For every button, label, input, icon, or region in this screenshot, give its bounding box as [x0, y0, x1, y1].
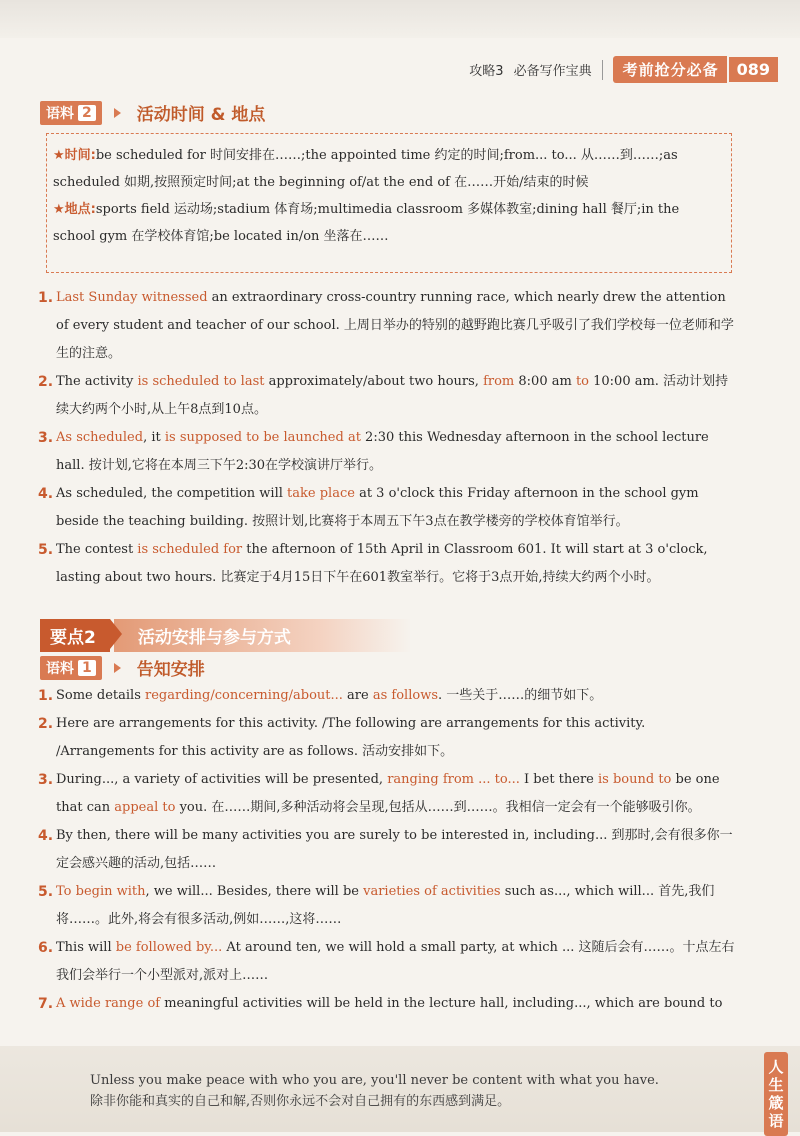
plain-text: be one that can [56, 772, 720, 815]
item-text [56, 934, 738, 990]
section-a-heading [40, 100, 265, 125]
corpus-tag-label: 语料 [46, 660, 74, 677]
key-point-title: 活动安排与参与方式 [114, 619, 411, 652]
plain-text: During..., a variety of activities will be presented, [56, 772, 388, 787]
plain-text: you. 在……期间,多种活动将会呈现,包括从……到……。我相信一定会有一个能够吸引你。 [175, 800, 701, 815]
list-item [38, 766, 738, 822]
corpus-tag-label: 语料 [46, 105, 74, 122]
top-margin [0, 0, 800, 38]
highlight-phrase: As scheduled [56, 430, 144, 445]
section-a-title: 活动时间 & 地点 [136, 105, 266, 125]
item-number: 3. [38, 430, 54, 446]
item-number: 3. [38, 772, 54, 788]
list-item [38, 284, 738, 368]
highlight-phrase: appeal to [114, 800, 176, 815]
list-item [38, 878, 738, 934]
highlight-phrase: regarding/concerning/about... [145, 688, 343, 703]
item-number: 7. [38, 996, 54, 1012]
item-number: 4. [38, 828, 54, 844]
section-a-list [38, 284, 738, 592]
plain-text: The contest [56, 542, 138, 557]
list-item [38, 990, 738, 1018]
corpus-tag-number: 1 [78, 660, 96, 676]
plain-text: 10:00 am. 活动计划持续大约两个小时,从上午8点到10点。 [56, 374, 729, 417]
plain-text: are [342, 688, 373, 703]
plain-text: meaningful activities will be held in the lecture hall, including..., which are bound to [160, 996, 723, 1011]
item-text [56, 368, 738, 424]
page-number: 089 [727, 57, 778, 82]
item-number: 6. [38, 940, 54, 956]
header-badge: 考前抢分必备 [613, 56, 727, 83]
key-point-tag: 要点2 [40, 619, 110, 652]
item-text [56, 710, 738, 766]
highlight-phrase: is scheduled for [137, 542, 243, 557]
highlight-phrase: is scheduled to last [137, 374, 265, 389]
highlight-phrase: To begin with [56, 884, 146, 899]
plain-text: I bet there [519, 772, 599, 787]
item-number: 4. [38, 486, 54, 502]
list-item [38, 934, 738, 990]
place-label: ★地点: [53, 202, 96, 217]
footer [0, 1046, 800, 1132]
plain-text: an extraordinary cross-country running race, which nearly drew the attention of every student and teacher of our school. 上周日举办的特别的越野跑比赛几乎吸引了我们学校每一位老师和学生的注意。 [56, 290, 734, 361]
item-text [56, 878, 738, 934]
section-b-subtitle: 告知安排 [136, 660, 205, 680]
item-number: 2. [38, 374, 54, 390]
plain-text: , we will... Besides, there will be [145, 884, 364, 899]
time-label: ★时间: [53, 148, 96, 163]
highlight-phrase: is supposed to be launched at [164, 430, 361, 445]
plain-text: at 3 o'clock this Friday afternoon in the school gym beside the teaching building. 按照计划,比赛将于本周五下午3点在教学楼旁的学校体育馆举行。 [56, 486, 699, 529]
section-b-list [38, 682, 738, 1018]
item-text [56, 480, 738, 536]
item-text [56, 284, 738, 368]
highlight-phrase: as follows [372, 688, 438, 703]
highlight-phrase: be followed by... [115, 940, 223, 955]
header-divider [602, 60, 603, 80]
plain-text: As scheduled, the competition will [56, 486, 288, 501]
list-item [38, 424, 738, 480]
highlight-phrase: is bound to [598, 772, 672, 787]
header-book: 必备写作宝典 [513, 64, 592, 79]
corpus-tag [40, 656, 102, 680]
list-item [38, 368, 738, 424]
item-text [56, 682, 738, 710]
item-text [56, 536, 738, 592]
plain-text: Here are arrangements for this activity. /The following are arrangements for this activity. /Arrangements for this activity are as follows. 活动安排如下。 [56, 716, 646, 759]
plain-text: By then, there will be many activities you are surely to be interested in, including... 到那时,会有很多你一定会感兴趣的活动,包括…… [56, 828, 733, 871]
list-item [38, 710, 738, 766]
plain-text: 8:00 am [514, 374, 576, 389]
plain-text: approximately/about two hours, [264, 374, 484, 389]
triangle-icon [114, 108, 121, 118]
item-number: 5. [38, 542, 54, 558]
vocab-place [53, 196, 725, 250]
plain-text: At around ten, we will hold a small party, at which ... 这随后会有……。十点左右我们会举行一个小型派对,派对上…… [56, 940, 735, 983]
highlight-phrase: varieties of activities [363, 884, 501, 899]
place-text: sports field 运动场;stadium 体育场;multimedia classroom 多媒体教室;dining hall 餐厅;in the school gym 在学校体育馆;be located in/on 坐落在…… [53, 202, 680, 244]
highlight-phrase: from [483, 374, 515, 389]
plain-text: such as..., which will... 首先,我们将……。此外,将会有很多活动,例如……,这将…… [56, 884, 715, 927]
list-item [38, 682, 738, 710]
highlight-phrase: Last Sunday witnessed [56, 290, 208, 305]
footer-quote [90, 1070, 670, 1112]
side-label: 人生箴语 [764, 1052, 788, 1136]
plain-text: This will [56, 940, 116, 955]
plain-text: 2:30 this Wednesday afternoon in the school lecture hall. 按计划,它将在本周三下午2:30在学校演讲厅举行。 [56, 430, 709, 473]
corpus-tag-number: 2 [78, 105, 96, 121]
list-item [38, 480, 738, 536]
header-strategy: 攻略3 [469, 64, 504, 79]
highlight-phrase: take place [287, 486, 355, 501]
item-text [56, 822, 738, 878]
quote-chinese: 除非你能和真实的自己和解,否则你永远不会对自己拥有的东西感到满足。 [90, 1094, 511, 1109]
plain-text: The activity [56, 374, 138, 389]
quote-english: Unless you make peace with who you are, you'll never be content with what you have. [90, 1073, 659, 1088]
item-text [56, 990, 738, 1018]
item-number: 1. [38, 290, 54, 306]
corpus-tag [40, 101, 102, 125]
time-text: be scheduled for 时间安排在……;the appointed time 约定的时间;from... to... 从……到……;as scheduled 如期,按照预定时间;at the beginning of/at the end of 在……开始/结束的时候 [53, 148, 678, 190]
highlight-phrase: to [575, 374, 589, 389]
vocab-box [46, 133, 732, 273]
plain-text: Some details [56, 688, 145, 703]
item-number: 1. [38, 688, 54, 704]
plain-text: , it [143, 430, 165, 445]
item-text [56, 424, 738, 480]
highlight-phrase: ranging from ... to... [387, 772, 520, 787]
vocab-time [53, 142, 725, 196]
list-item [38, 822, 738, 878]
item-number: 2. [38, 716, 54, 732]
list-item [38, 536, 738, 592]
item-text [56, 766, 738, 822]
item-number: 5. [38, 884, 54, 900]
key-point-heading [40, 619, 411, 652]
plain-text: the afternoon of 15th April in Classroom 601. It will start at 3 o'clock, lasting about two hours. 比赛定于4月15日下午在601教室举行。它将于3点开始,持续大约两个小时。 [56, 542, 708, 585]
triangle-icon [114, 663, 121, 673]
plain-text: . 一些关于……的细节如下。 [438, 688, 603, 703]
page-header [469, 56, 778, 83]
section-b-subheading [40, 655, 205, 680]
highlight-phrase: A wide range of [56, 996, 161, 1011]
